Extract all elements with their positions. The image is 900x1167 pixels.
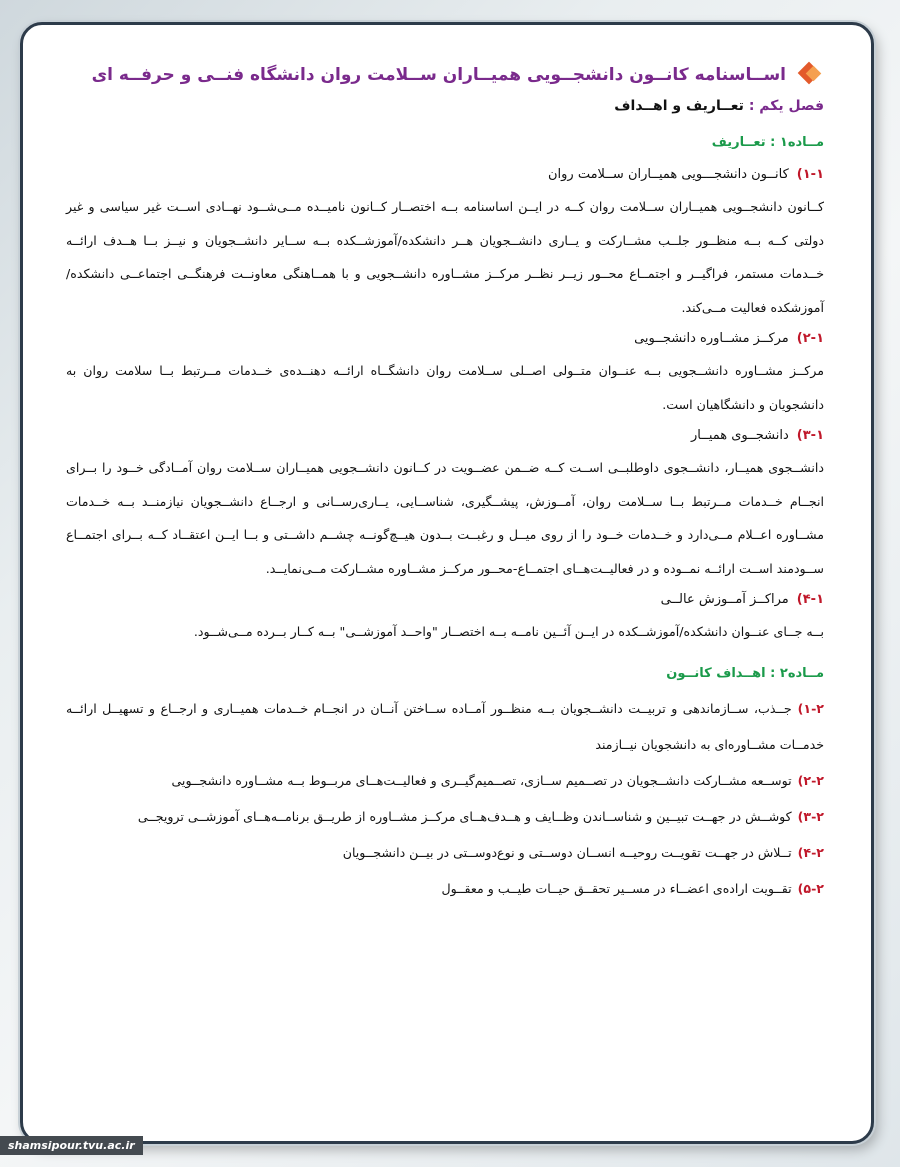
goal-number: ۲-۲): [797, 772, 824, 788]
goal-text: تقــویت اراده‌ی اعضــاء در مســیر تحقــق حیــات طیــب و معقــول: [441, 880, 792, 896]
definition-title: مراکــز آمــوزش عالــی: [660, 592, 789, 607]
goal-text: جــذب، ســازماندهی و تربیــت دانشــجویان بــه منظــور آمــاده ســاختن آنــان در انجــام خــدمات همیــاری و ارجــاع و تسهیــل ارائــه خدمــات مشــاوره‌ای به دانشجویان نیــازمند: [66, 700, 824, 752]
definition-2-body: مرکــز مشــاوره دانشــجویی بــه عنــوان متــولی اصــلی ســلامت روان دانشگــاه ارائــه دهنــده‌ی خــدمات مــرتبط بــا سلامت روان به دانشجویان و دانشگاهیان است.: [66, 363, 824, 412]
definition-title: دانشجــوی همیــار: [690, 428, 789, 443]
document-title: اســاسنامه کانــون دانشجــویی همیــاران ســلامت روان دانشگاه فنــی و حرفــه ای: [91, 65, 786, 85]
goal-text: توســعه مشــارکت دانشــجویان در تصــمیم ســازی، تصــمیم‌گیــری و فعالیــت‌هــای مربــوط بــه مشــاوره دانشجــویی: [171, 772, 792, 788]
goal-item: [66, 871, 824, 907]
definition-2-heading: [66, 324, 824, 354]
definition-title: کانــون دانشجـــویی همیــاران ســلامت روان: [547, 167, 789, 182]
goal-item: [66, 835, 824, 871]
document-body: [66, 58, 824, 907]
diamond-logo-icon: [798, 62, 824, 88]
goal-item: [66, 763, 824, 799]
definition-3-body: دانشــجوی همیــار، دانشــجوی داوطلبــی اســت کــه ضــمن عضــویت در کــانون دانشــجویی همیــاران ســلامت روان آمــادگی خــود را بــرای انجــام خــدمات مــرتبط بــا ســلامت روان، آمــوزش، پیشــگیری، شناســایی، یــاری‌رســانی و ارجــاع دانشــجویان نیازمنــد بــه خــدمات مشــاوره اعــلام مــی‌دارد و خــدمات خــود را از روی میــل و رغبــت بــدون هیــچ‌گونــه چشــم داشــتی و بــا ایــن اعتقــاد کــه بــرای اجتمــاع ســودمند اســت ارائــه نمــوده و در فعالیــت‌هــای اجتمــاع-محــور مرکــز مشــاوره مشــارکت مــی‌نمایــد.: [66, 460, 824, 576]
title-row: [66, 58, 824, 92]
article-1-heading: مــاده۱ : تعــاریف: [711, 135, 824, 150]
definition-number: ۲-۱): [796, 331, 824, 346]
chapter-label: فصل یکم :: [748, 98, 824, 114]
goal-item: [66, 799, 824, 835]
definition-number: ۱-۱): [796, 167, 824, 182]
definition-1-body: کــانون دانشجــویی همیــاران ســلامت روان کــه در ایــن اساسنامه بــه اختصــار کــانون نامیــده مــی‌شــود نهــادی اســت غیر سیاسی و غیر دولتی کــه بــه منظــور جلــب مشــارکت و یــاری دانشــجویان هــر دانشکده/آموزشــکده بــه ســایر دانشــجویان و نیــز بــا هــدف ارائــه خــدمات مستمر، فراگیــر و اجتمــاع محــور زیــر نظــر مرکــز مشــاوره دانشــجویی و با همــاهنگی معاونــت فرهنگــی اجتماعــی دانشکده/آموزشکده فعالیت مــی‌کند.: [66, 199, 824, 315]
goal-text: تــلاش در جهــت تقویــت روحیــه انســان دوســتی و نوع‌دوســتی در بیــن دانشجــویان: [342, 844, 792, 860]
goal-text: کوشــش در جهــت تبیــین و شناســاندن وظــایف و هــدف‌هــای مرکــز مشــاوره از طریــق برنامــه‌هــای آموزشــی ترویجــی: [137, 808, 792, 824]
goal-number: ۴-۲): [797, 844, 824, 860]
definition-4-heading: [66, 585, 824, 615]
goal-number: ۳-۲): [797, 808, 824, 824]
goal-number: ۵-۲): [797, 880, 824, 896]
site-watermark: shamsipour.tvu.ac.ir: [0, 1136, 143, 1155]
definition-title: مرکــز مشــاوره دانشجــویی: [634, 331, 789, 346]
article-2-heading: مــاده۲ : اهــداف کانــون: [666, 665, 824, 681]
goal-item: [66, 691, 824, 763]
chapter-heading: [66, 94, 824, 118]
definition-3-heading: [66, 421, 824, 451]
definition-4-body: بــه جــای عنــوان دانشکده/آموزشــکده در ایــن آئــین نامــه بــه اختصــار "واحــد آموزشــی" بــه کــار بــرده مــی‌شــود.: [193, 624, 824, 639]
definition-number: ۴-۱): [796, 592, 824, 607]
goal-number: ۱-۲): [797, 700, 824, 716]
definition-number: ۳-۱): [796, 428, 824, 443]
definition-1-heading: [66, 160, 824, 190]
chapter-text: تعــاریف و اهــداف: [614, 98, 749, 114]
